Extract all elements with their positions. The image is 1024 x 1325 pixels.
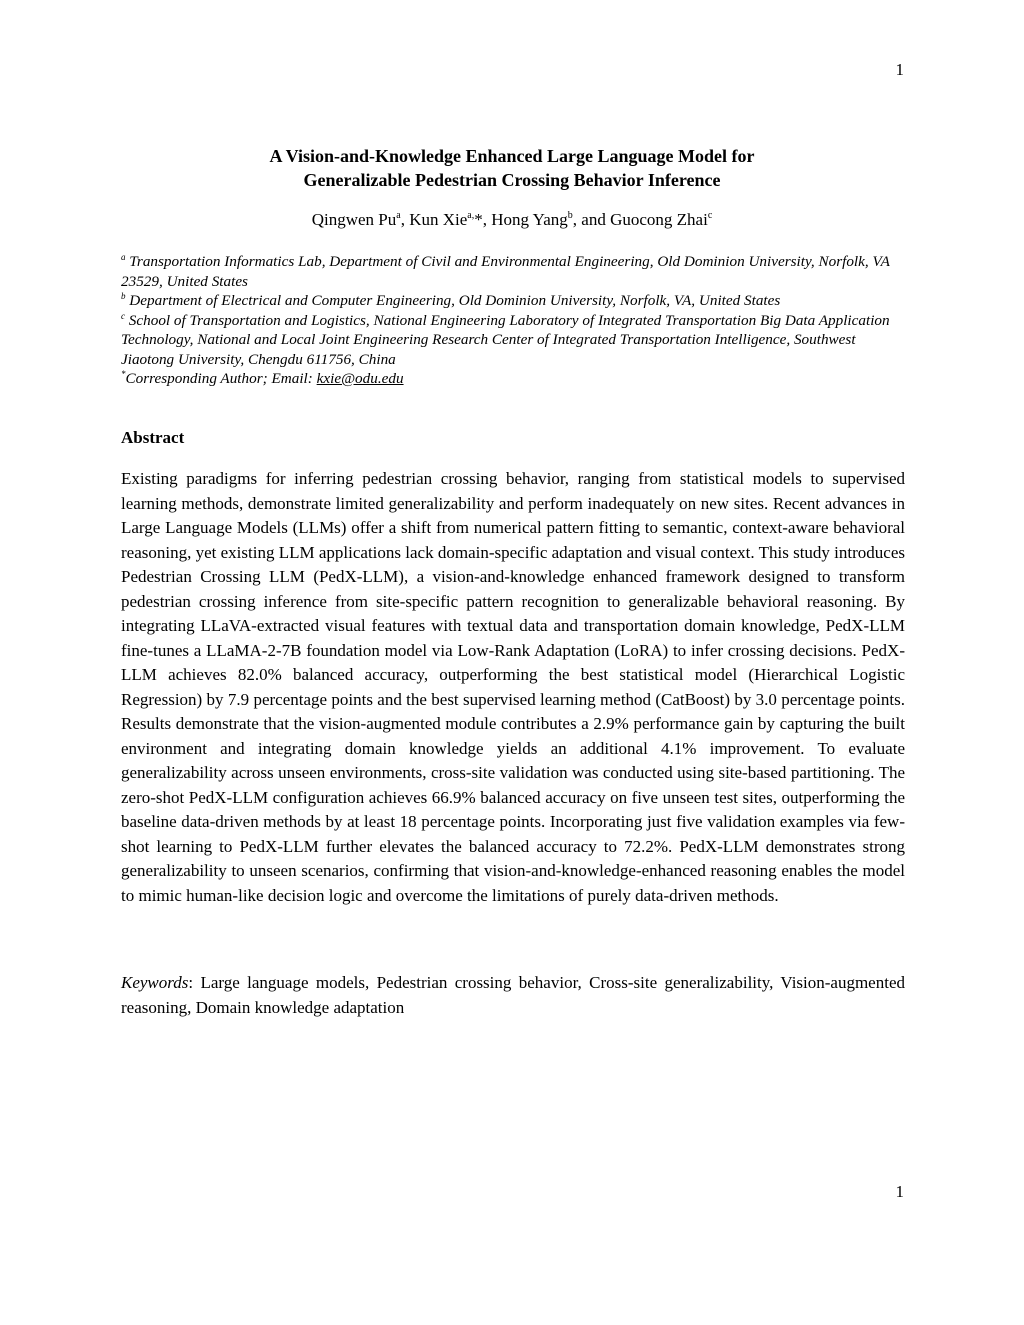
affiliations xyxy=(121,252,905,389)
affiliation-b xyxy=(121,291,905,311)
corresponding-mark: * xyxy=(121,369,126,379)
author-affil-mark: b xyxy=(567,210,573,221)
author-separator: , and xyxy=(572,210,611,229)
abstract-heading: Abstract xyxy=(121,428,185,447)
corresponding-text: Corresponding Author; Email: xyxy=(125,370,317,387)
keywords-label: Keywords xyxy=(121,973,189,992)
author-separator: , xyxy=(400,210,410,229)
page-number-top: 1 xyxy=(895,60,904,79)
affiliation-text: Department of Electrical and Computer Engineering, Old Dominion University, Norfolk, VA, United States xyxy=(125,292,781,309)
title-line-2: Generalizable Pedestrian Crossing Behavior Inference xyxy=(303,170,721,190)
affiliation-text: Transportation Informatics Lab, Department of Civil and Environmental Engineering, Old Dominion University, Norfolk, VA 23529, United States xyxy=(121,253,890,290)
author-affil-mark: a xyxy=(396,210,401,221)
author-affil-mark: a, xyxy=(467,210,475,221)
title-line-1: A Vision-and-Knowledge Enhanced Large Language Model for xyxy=(269,146,755,166)
affiliation-mark: b xyxy=(121,291,126,301)
keywords-text: : Large language models, Pedestrian crossing behavior, Cross-site generalizability, Vision-augmented reasoning, Domain knowledge adaptation xyxy=(121,973,905,1017)
author-name: Guocong Zhai xyxy=(610,210,708,229)
page-number-bottom: 1 xyxy=(895,1182,904,1201)
abstract-body: Existing paradigms for inferring pedestrian crossing behavior, ranging from statistical models to supervised learning methods, demonstrate limited generalizability and perform inadequately on new sites. Recent advances in Large Language Models (LLMs) offer a shift from numerical pattern fitting to semantic, context-aware behavioral reasoning, yet existing LLM applications lack domain-specific adaptation and visual context. This study introduces Pedestrian Crossing LLM (PedX-LLM), a vision-and-knowledge enhanced framework designed to transform pedestrian crossing inference from site-specific pattern recognition to generalizable behavioral reasoning. By integrating LLaVA-extracted visual features with textual data and transportation domain knowledge, PedX-LLM fine-tunes a LLaMA-2-7B foundation model via Low-Rank Adaptation (LoRA) to infer crossing decisions. PedX-LLM achieves 82.0% balanced accuracy, outperforming the best statistical model (Hierarchical Logistic Regression) by 7.9 percentage points and the best supervised learning method (CatBoost) by 3.0 percentage points. Results demonstrate that the vision-augmented module contributes a 2.9% performance gain by capturing the built environment and integrating domain knowledge yields an additional 4.1% improvement. To evaluate generalizability across unseen environments, cross-site validation was conducted using site-based partitioning. The zero-shot PedX-LLM configuration achieves 66.9% balanced accuracy on five unseen test sites, outperforming the baseline data-driven methods by at least 18 percentage points. Incorporating just five validation examples via few-shot learning to PedX-LLM further elevates the balanced accuracy to 72.2%. PedX-LLM demonstrates strong generalizability to unseen scenarios, confirming that vision-and-knowledge-enhanced reasoning enables the model to mimic human-like decision logic and overcome the limitations of purely data-driven methods. xyxy=(121,469,905,905)
affiliation-text: School of Transportation and Logistics, National Engineering Laboratory of Integrated Transportation Big Data Application Technology, National and Local Joint Engineering Research Center of Integrated Transportation Intelligence, Southwest Jiaotong University, Chengdu 611756, China xyxy=(121,311,890,368)
author-affil-mark: c xyxy=(707,210,713,221)
corresponding-author xyxy=(121,369,905,389)
author-separator: *, xyxy=(474,210,492,229)
paper-title xyxy=(0,144,1024,192)
affiliation-mark: c xyxy=(121,310,125,321)
affiliation-mark: a xyxy=(121,252,126,262)
affiliation-a xyxy=(121,252,905,291)
author-name: Qingwen Pu xyxy=(311,210,397,229)
keywords xyxy=(121,971,905,1020)
author-list xyxy=(0,208,1024,232)
author-name: Kun Xie xyxy=(409,210,468,229)
author-name: Hong Yang xyxy=(491,210,568,229)
affiliation-c xyxy=(121,311,905,370)
email-link[interactable]: kxie@odu.edu xyxy=(316,370,404,387)
